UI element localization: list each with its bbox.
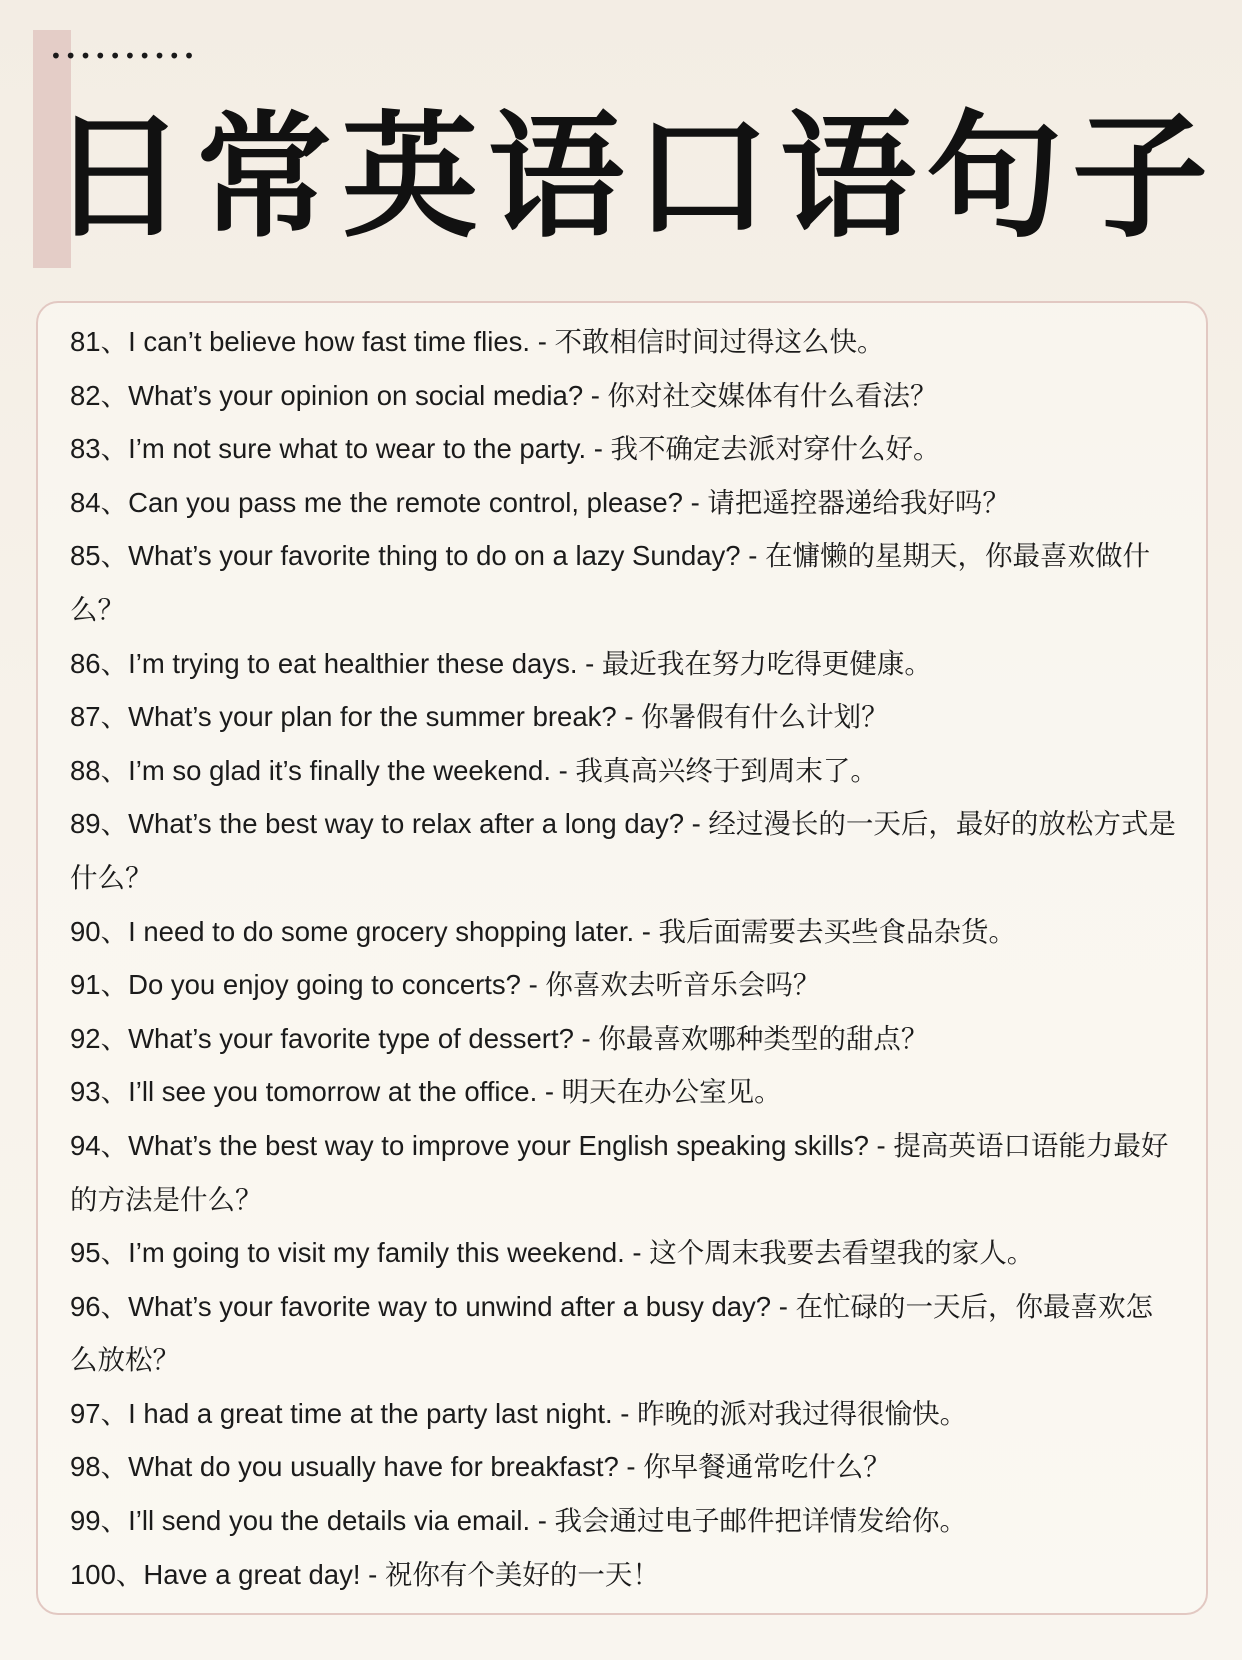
sentence-item: 98、What do you usually have for breakfast? - 你早餐通常吃什么？ bbox=[70, 1451, 891, 1483]
sentence-item: 100、Have a great day! - 祝你有个美好的一天！ bbox=[70, 1558, 660, 1590]
sentence-item: 86、I’m trying to eat healthier these days. - 最近我在努力吃得更健康。 bbox=[70, 647, 932, 679]
sentence-item: 99、I’ll send you the details via email. - 我会通过电子邮件把详情发给你。 bbox=[70, 1505, 968, 1537]
sentence-item: 97、I had a great time at the party last night. - 昨晚的派对我过得很愉快。 bbox=[70, 1397, 968, 1429]
sentence-item: 83、I’m not sure what to wear to the party. - 我不确定去派对穿什么好。 bbox=[70, 433, 941, 465]
sentence-item: 82、What’s your opinion on social media? - 你对社交媒体有什么看法？ bbox=[70, 379, 938, 411]
sentence-item: 85、What’s your favorite thing to do on a lazy Sunday? - 在慵懒的星期天，你最喜欢做什么？ bbox=[70, 540, 1151, 625]
sentence-item: 93、I’ll see you tomorrow at the office. - 明天在办公室见。 bbox=[70, 1076, 782, 1108]
sentence-item: 95、I’m going to visit my family this weekend. - 这个周末我要去看望我的家人。 bbox=[70, 1237, 1035, 1269]
sentence-item: 88、I’m so glad it’s finally the weekend. - 我真高兴终于到周末了。 bbox=[70, 754, 878, 786]
sentence-card bbox=[36, 301, 1208, 1615]
sentence-item: 84、Can you pass me the remote control, please? - 请把遥控器递给我好吗？ bbox=[70, 486, 1010, 518]
sentence-item: 91、Do you enjoy going to concerts? - 你喜欢去听音乐会吗？ bbox=[70, 969, 821, 1001]
sentence-list bbox=[70, 315, 1176, 1601]
sentence-item: 89、What’s the best way to relax after a long day? - 经过漫长的一天后，最好的放松方式是什么？ bbox=[70, 808, 1176, 893]
decorative-dots: •••••••••• bbox=[50, 44, 198, 68]
sentence-item: 96、What’s your favorite way to unwind after a busy day? - 在忙碌的一天后，你最喜欢怎么放松？ bbox=[70, 1290, 1154, 1376]
sentence-item: 94、What’s the best way to improve your English speaking skills? - 提高英语口语能力最好的方法是什么？ bbox=[70, 1129, 1169, 1215]
page-title: 日常英语口语句子 bbox=[50, 97, 1218, 257]
sentence-item: 90、I need to do some grocery shopping later. - 我后面需要去买些食品杂货。 bbox=[70, 915, 1017, 947]
sentence-item: 81、I can’t believe how fast time flies. - 不敢相信时间过得这么快。 bbox=[70, 326, 885, 357]
sentence-item: 92、What’s your favorite type of dessert? - 你最喜欢哪种类型的甜点？ bbox=[70, 1022, 929, 1054]
sentence-item: 87、What’s your plan for the summer break? - 你暑假有什么计划？ bbox=[70, 701, 889, 733]
